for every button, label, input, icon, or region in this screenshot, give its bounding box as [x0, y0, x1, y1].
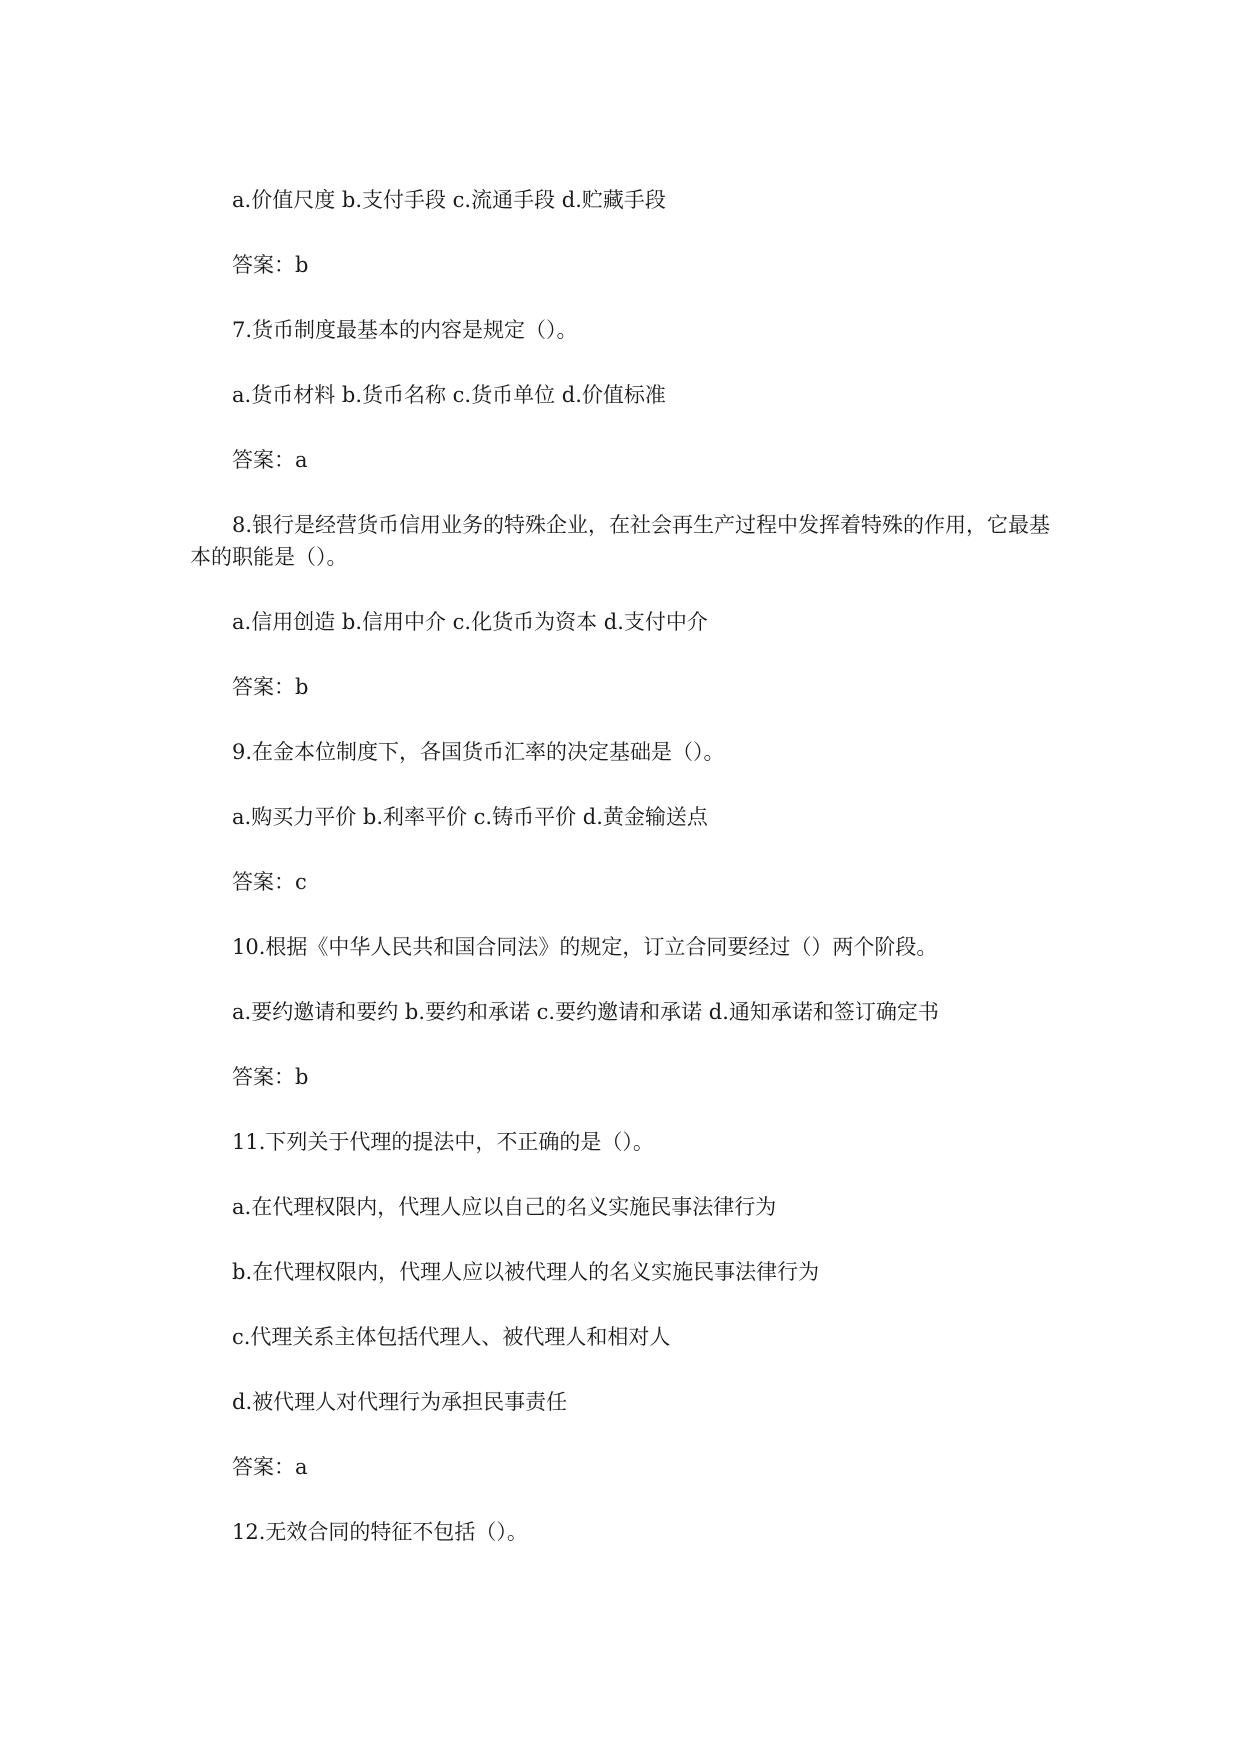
options-q7: a.货币材料 b.货币名称 c.货币单位 d.价值标准	[232, 383, 666, 407]
option-q11-b: b.在代理权限内，代理人应以被代理人的名义实施民事法律行为	[232, 1260, 820, 1284]
answer-q7: 答案：a	[232, 448, 308, 472]
question-12: 12.无效合同的特征不包括（）。	[232, 1520, 528, 1544]
answer-q9: 答案：c	[232, 870, 307, 894]
option-q11-c: c.代理关系主体包括代理人、被代理人和相对人	[232, 1325, 671, 1349]
option-q11-d: d.被代理人对代理行为承担民事责任	[232, 1390, 568, 1414]
options-q10: a.要约邀请和要约 b.要约和承诺 c.要约邀请和承诺 d.通知承诺和签订确定书	[232, 1000, 939, 1024]
options-q9: a.购买力平价 b.利率平价 c.铸币平价 d.黄金输送点	[232, 805, 708, 829]
answer-q6: 答案：b	[232, 253, 309, 277]
options-q6: a.价值尺度 b.支付手段 c.流通手段 d.贮藏手段	[232, 188, 666, 212]
options-q8: a.信用创造 b.信用中介 c.化货币为资本 d.支付中介	[232, 610, 708, 634]
question-7: 7.货币制度最基本的内容是规定（）。	[232, 318, 578, 342]
option-q11-a: a.在代理权限内，代理人应以自己的名义实施民事法律行为	[232, 1195, 777, 1219]
question-11: 11.下列关于代理的提法中，不正确的是（）。	[232, 1130, 654, 1154]
answer-q8: 答案：b	[232, 675, 309, 699]
answer-q11: 答案：a	[232, 1455, 308, 1479]
question-8: 8.银行是经营货币信用业务的特殊企业，在社会再生产过程中发挥着特殊的作用，它最基本的职能是（）。	[190, 513, 1051, 569]
document-body	[190, 184, 1060, 1581]
question-9: 9.在金本位制度下，各国货币汇率的决定基础是（）。	[232, 740, 725, 764]
question-10: 10.根据《中华人民共和国合同法》的规定，订立合同要经过（）两个阶段。	[232, 935, 938, 959]
answer-q10: 答案：b	[232, 1065, 309, 1089]
